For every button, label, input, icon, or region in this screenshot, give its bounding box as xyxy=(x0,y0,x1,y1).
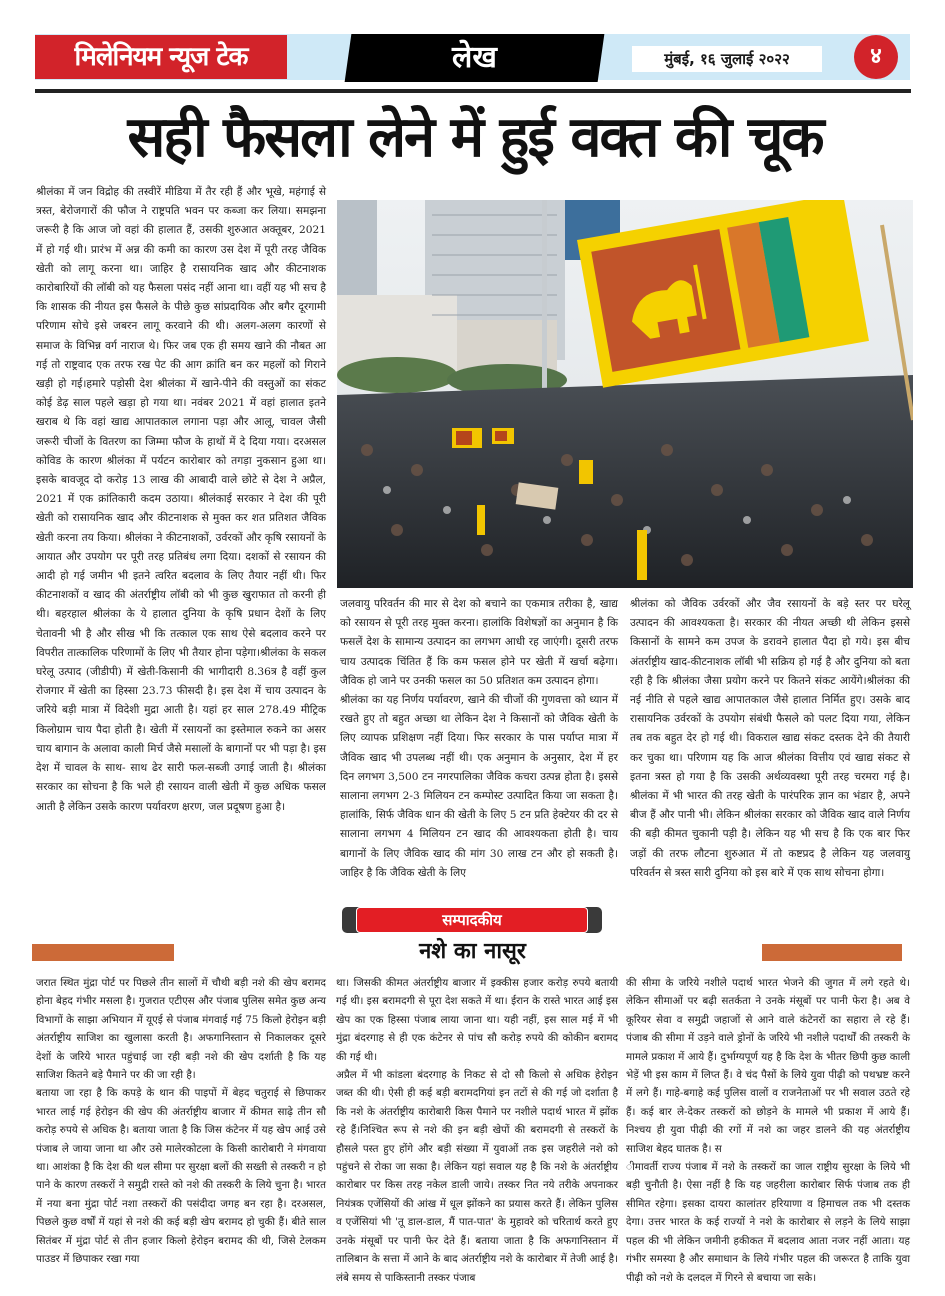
editorial-paragraph: अप्रैल में भी कांडला बंदरगाह के निकट से दो सौ किलो से अधिक हेरोइन जब्त की थी। ऐसी ही कई बड़ी बरामदगियां इन तटों से की गई जो दर्शाता है कि नशे के अंतर्राष्ट्रीय कारोबारी किस पैमाने पर नशीले पदार्थ भारत में झोंक रहे हैं।निश्चित रूप से नशे की इन बड़ी खेपों की बरामदगी से तस्करों के हौसले पस्त हुए होंगे और बड़ी संख्या में युवाओं तक इस जहरीले नशे को पहुंचने से रोका जा सका है। लेकिन यहां सवाल यह है कि नशे के अंतर्राष्ट्रीय कारोबार पर किस तरह नकेल डाली जाये। तस्कर नित नये तरीके अपनाकर नियंत्रक एजेंसियों की आंख में धूल झोंकने का प्रयास करते हैं। लेकिन पुलिस व एजेंसियां भी 'तू डाल-डाल, मैं पात-पात' के मुहावरे को चरितार्थ करते हुए उनके मंसूबों पर पानी फेर देते हैं। बताया जाता है कि अफगानिस्तान में तालिबान के सत्ता में आने के बाद अंतर्राष्ट्रीय नशे के कारोबार में तेजी आई है। लंबे समय से पाकिस्तानी तस्कर पंजाब xyxy=(336,1069,618,1284)
article-column-2 xyxy=(340,595,618,883)
editorial-label: सम्पादकीय xyxy=(356,907,588,933)
editorial-paragraph: था। जिसकी कीमत अंतर्राष्ट्रीय बाजार में इक्कीस हजार करोड़ रुपये बतायी गई थी। इस बरामदगी से पूरा देश सकते में था। ईरान के रास्ते भारत आई इस खेप का एक हिस्सा पंजाब लाया जाना था। यही नहीं, इस साल मई में भी मुंद्रा बंदरगाह से ही एक कंटेनर से पांच सौ करोड़ रुपये की कोकीन बरामद की गई थी। xyxy=(336,977,618,1063)
protest-photo xyxy=(337,200,913,588)
article-paragraph: श्रीलंका का यह निर्णय पर्यावरण, खाने की चीजों की गुणवत्ता को ध्यान में रखते हुए तो बहुत अच्छा था लेकिन देश ने किसानों को जैविक खेती के लिए व्यापक प्रशिक्षण नहीं दिया। फिर सरकार के पास पर्याप्त मात्रा में जैविक खाद भी उपलब्ध नहीं थी। एक अनुमान के अनुसार, देश में हर दिन लगभग 3,500 टन नगरपालिका जैविक कचरा उत्पन्न होता है। इससे सालाना लगभग 2-3 मिलियन टन कम्पोस्ट उत्पादित किया जा सकता है। हालांकि, सिर्फ जैविक धान की खेती के लिए 5 टन प्रति हेक्टेयर की दर से सालाना लगभग 4 मिलियन टन खाद की आवश्यकता होती है। चाय बागानों के लिए जैविक खाद की मांग 30 लाख टन और हो सकती है। जाहिर है कि जैविक खेती के लिए xyxy=(340,694,618,879)
newspaper-brand: मिलेनियम न्यूज टेक xyxy=(35,35,287,79)
section-label: लेख xyxy=(452,40,497,75)
masthead-rule xyxy=(35,89,911,93)
article-column-1 xyxy=(36,183,326,817)
section-tab xyxy=(345,34,605,82)
article-headline: सही फैसला लेने में हुई वक्त की चूक xyxy=(127,105,823,170)
article-paragraph: श्रीलंका को जैविक उर्वरकों और जैव रसायनों के बड़े स्तर पर घरेलू उत्पादन की आवश्यकता है। सरकार की नीयत अच्छी थी लेकिन इससे किसानों के सामने कम उपज के डरावने हालात पैदा हो गये। इस बीच अंतर्राष्ट्रीय खाद-कीटनाशक लॉबी भी सक्रिय हो गई है और दुनिया को बता रही है कि श्रीलंका जैसा प्रयोग करने पर कितने संकट आयेंगे।श्रीलंका की नई नीति से पहले खाद्य आपातकाल जैसे हालात निर्मित हुए। उसके बाद रासायनिक उर्वरकों के उपयोग संबंधी फैसले को पलट दिया गया, लेकिन तब तक बहुत देर हो गई थी। विकराल खाद्य संकट दस्तक देने की तैयारी कर चुका था। परिणाम यह कि आज श्रीलंका वित्तीय एवं खाद्य संकट से इतना त्रस्त हो गया है कि उसकी अर्थव्यवस्था पूरी तरह चरमरा गई है।श्रीलंका में भी भारत की तरह खेती के पारंपरिक ज्ञान का भंडार है, अपने बीज हैं और पानी भी। लेकिन श्रीलंका सरकार को जैविक खाद वाले निर्णय की बड़ी कीमत चुकानी पड़ी है। लेकिन यह भी सच है कि एक बार फिर जड़ों की तरफ लौटना शुरुआत में तो कष्टप्रद है लेकिन यह जलवायु परिवर्तन से त्रस्त सारी दुनिया को इस बारे में एक साथ सोचना होगा। xyxy=(630,598,910,879)
editorial-paragraph: जरात स्थित मुंद्रा पोर्ट पर पिछले तीन सालों में चौथी बड़ी नशे की खेप बरामद होना बेहद गंभीर मसला है। गुजरात एटीएस और पंजाब पुलिस समेत कुछ अन्य विभागों के साझा अभियान में यूएई से पंजाब मंगवाई गई 75 किलो हेरोइन बड़ी अंतर्राष्ट्रीय साजिश का खुलासा करती है। अफगानिस्तान से निकालकर दूसरे देशों के जरिये भारत पहुंचाई जा रही बड़ी नशे की खेप दर्शाती है कि यह साजिश कितने बड़े पैमाने पर की जा रही है। xyxy=(36,977,326,1082)
editorial-column-3 xyxy=(626,974,910,1287)
article-paragraph: जलवायु परिवर्तन की मार से देश को बचाने का एकमात्र तरीका है, खाद्य को रसायन से पूरी तरह मुक्त करना। हालांकि विशेषज्ञों का अनुमान है कि फसलें देश के सामान्य उत्पादन का लगभग आधी रह जाएंगी। दूसरी तरफ चाय उत्पादक चिंतित हैं कि कम फसल होने पर खेती में खर्चा बढ़ेगा। जैविक हो जाने पर उनकी फसल का 50 प्रतिशत कम उत्पादन होगा। xyxy=(340,598,618,687)
editorial-paragraph: बताया जा रहा है कि कपड़े के थान की पाइपों में बेहद चतुराई से छिपाकर भारत लाई गई हेरोइन की खेप की अंतर्राष्ट्रीय बाजार में कीमत साढ़े तीन सौ करोड़ रुपये से अधिक है। बताया जाता है कि जिस कंटेनर में यह खेप आई उसे पंजाब ले जाया जाना था और उसे मालेरकोटला के किसी कारोबारी ने मंगवाया था। आशंका है कि देश की थल सीमा पर सुरक्षा बलों की सख्ती से तस्करी न हो पाने के कारण तस्करों ने समुद्री रास्ते को नशे की तस्करी के लिये चुना है। भारत में नया बना मुंद्रा पोर्ट नशा तस्करों की पसंदीदा जगह बन रहा है। दरअसल, पिछले कुछ वर्षों में यहां से नशे की कई बड़ी खेप बरामद हो चुकी हैं। बीते साल सितंबर में मुंद्रा पोर्ट से तीन हजार किलो हेरोइन बरामद की थी, जिसे टेलकम पाउडर में छिपाकर रखा गया xyxy=(36,1087,326,1266)
editorial-column-1 xyxy=(36,974,326,1269)
page-number-badge: ४ xyxy=(854,35,898,79)
editorial-accent-bar-right xyxy=(762,944,902,961)
editorial-accent-bar-left xyxy=(32,944,174,961)
editorial-paragraph: की सीमा के जरिये नशीले पदार्थ भारत भेजने की जुगत में लगे रहते थे। लेकिन सीमाओं पर बढ़ी सतर्कता ने उनके मंसूबों पर पानी फेरा है। अब वे कूरियर सेवा व समुद्री जहाजों से आने वाले कंटेनरों का सहारा ले रहे हैं। पंजाब की सीमा में उड़ने वाले ड्रोनों के जरिये भी नशीले पदार्थों की तस्करी के मामले प्रकाश में आये हैं। दुर्भाग्यपूर्ण यह है कि देश के भीतर छिपी कुछ काली भेड़ें भी इस काम में लिप्त हैं। वे चंद पैसों के लिये युवा पीढ़ी को पथभ्रष्ट करने में लगे हैं। गाहे-बगाहे कई पुलिस वालों व राजनेताओं पर भी सवाल उठते रहे हैं। कई बार ले-देकर तस्करों को छोड़ने के मामले भी प्रकाश में आये हैं। निश्चय ही युवा पीढ़ी की रगों में नशे का जहर डालने की यह अंतर्राष्ट्रीय साजिश बेहद घातक है। स xyxy=(626,977,910,1155)
editorial-title: नशे का नासूर xyxy=(419,939,526,964)
dateline: मुंबई, १६ जुलाई २०२२ xyxy=(632,46,822,72)
article-paragraph: श्रीलंका में जन विद्रोह की तस्वीरें मीडिया में तैर रही हैं और भूखे, महंगाई से त्रस्त, बेरोजगारों की फौज ने राष्ट्रपति भवन पर कब्जा कर लिया। समझना जरूरी है कि आज जो वहां की हालात हैं, उसकी शुरुआत अक्तूबर, 2021 में हो गई थी। प्रारंभ में अन्न की कमी का कारण उस देश में पूरी तरह जैविक खेती को लागू करना था। जाहिर है रासायनिक खाद और कीटनाशक कारोबारियों की लॉबी को यह फैसला पसंद नहीं आना था। वहीं यह भी सच है कि शासक की नीयत इस फैसले के पीछे कुछ सांप्रदायिक और बगैर दूरगामी परिणाम सोचे इसे जबरन लागू करवाने की थी। अलग-अलग कारणों से समाज के विभिन्न वर्ग नाराज थे। फिर जब एक ही समय खाने की नौबत आ गई तो राष्ट्रवाद एक तरफ रख पेट की आग क्रांति बन कर महलों को गिराने खड़ी हो गई।हमारे पड़ोसी देश श्रीलंका में खाने-पीने की वस्तुओं का संकट कोई डेढ़ साल पहले खड़ा हो गया था। नवंबर 2021 में वहां हालात इतने खराब थे कि वहां खाद्य आपातकाल लगाना पड़ा और आलू, चावल जैसी जरूरी चीजों के वितरण का जिम्मा फौज के हाथों में दे दिया गया। दरअसल कोविड के कारण श्रीलंका में पर्यटन कारोबार को तगड़ा नुकसान हुआ था। इसके बावजूद दो करोड़ 13 लाख की आबादी वाले छोटे से देश ने अप्रैल, 2021 में एक क्रांतिकारी कदम उठाया। श्रीलंकाई सरकार ने देश की पूरी खेती को रासायनिक खाद और कीटनाशक से मुक्त कर शत प्रतिशत जैविक खेती करना तय किया। श्रीलंका ने कीटनाशकों, उर्वरकों और कृषि रसायनों के आयात और उपयोग पर पूरी तरह प्रतिबंध लगा दिया। दशकों से रसायन की आदी हो गई जमीन भी इतने त्वरित बदलाव के लिए तैयार नहीं थी। फिर कीटनाशकों व खाद की अंतर्राष्ट्रीय लॉबी को भी कुछ खुराफात तो करनी ही थी। बहरहाल श्रीलंका के ये हालात दुनिया के कृषि प्रधान देशों के लिए चेतावनी भी है और सीख भी कि तत्काल एक साथ ऐसे बदलाव करने पर विपरीत तात्कालिक परिणामों के लिए भी तैयार होना पड़ेगा।श्रीलंका के सकल घरेलू उत्पाद (जीडीपी) में खेती-किसानी की भागीदारी 8.36त्र है वहीं कुल रोजगार में खेती का हिस्सा 23.73 फीसदी है। इस देश में चाय उत्पादन के जरिये बड़ी मात्रा में विदेशी मुद्रा आती है। यहां हर साल 278.49 मीट्रिक किलोग्राम चाय पैदा होती है। खेती में रसायनों का इस्तेमाल रुकने का असर चाय बागान के अलावा काली मिर्च जैसे मसालों के बागानों पर भी पड़ा है। इस देश में चावल के साथ- साथ ढेर सारी फल-सब्जी उगाई जाती है। श्रीलंका सरकार का सोचना है कि भले ही रसायन वाली खेती में कुछ अधिक फसल आती है लेकिन उसके कारण पर्यावरण क्षरण, जल प्रदूषण हुआ है। xyxy=(36,186,326,813)
editorial-paragraph: ीमावर्ती राज्य पंजाब में नशे के तस्करों का जाल राष्ट्रीय सुरक्षा के लिये भी बड़ी चुनौती है। ऐसा नहीं है कि यह जहरीला कारोबार सिर्फ पंजाब तक ही सीमित रहेगा। इसका दायरा कालांतर हरियाणा व हिमाचल तक भी दस्तक देगा। उत्तर भारत के कई राज्यों ने नशे के कारोबार से लड़ने के लिये साझा पहल की भी लेकिन जमीनी हकीकत में बदलाव आता नजर नहीं आता। यह गंभीर समस्या है और समाधान के लिये गंभीर पहल की जरूरत है ताकि युवा पीढ़ी को नशे के दलदल में गिरने से बचाया जा सके। xyxy=(626,1161,910,1284)
editorial-banner xyxy=(342,907,602,933)
article-column-3 xyxy=(630,595,910,883)
protest-crowd-image xyxy=(337,200,913,588)
editorial-column-2 xyxy=(336,974,618,1287)
